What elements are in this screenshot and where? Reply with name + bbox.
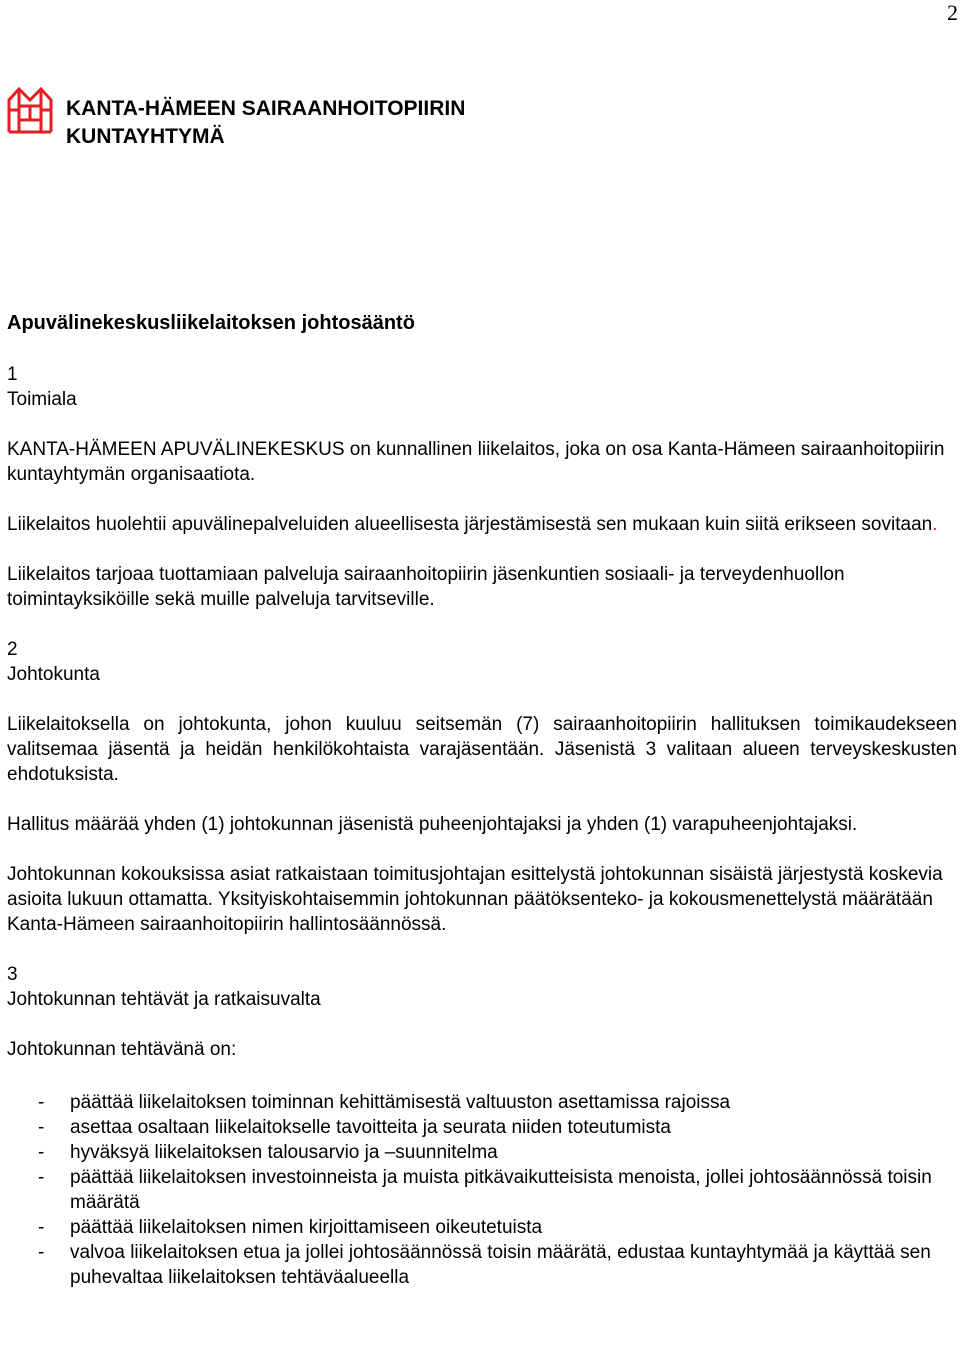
list-item-text: asettaa osaltaan liikelaitokselle tavoitteita ja seurata niiden toteutumista (70, 1117, 671, 1138)
paragraph: Liikelaitos tarjoaa tuottamiaan palveluja sairaanhoitopiirin jäsenkuntien sosiaali- ja terveydenhuollon toimintayksiköille sekä muille palveluja tarvitseville. (7, 564, 845, 610)
section-number: 2 (7, 639, 18, 660)
list-item (7, 1165, 957, 1215)
section-title: Johtokunta (7, 664, 100, 685)
list-item-text: päättää liikelaitoksen nimen kirjoittamiseen oikeutetuista (70, 1217, 543, 1238)
hospital-district-logo-icon (7, 86, 53, 134)
section-1 (7, 362, 957, 612)
organization-name-line1: KANTA-HÄMEEN SAIRAANHOITOPIIRIN (66, 97, 466, 120)
page-number: 2 (947, 0, 958, 25)
section-intro: Johtokunnan tehtävänä on: (7, 1039, 237, 1060)
dash-bullet: - (38, 1117, 45, 1138)
list-item-text: päättää liikelaitoksen investoinneista ja muista pitkävaikutteisista menoista, jollei johtosäännössä toisin määrätä (70, 1167, 932, 1213)
red-period-mark: . (932, 514, 938, 535)
list-item-text: valvoa liikelaitoksen etua ja jollei johtosäännössä toisin määrätä, edustaa kuntayhtymää ja käyttää sen puhevaltaa liikelaitoksen tehtäväalueella (70, 1242, 931, 1288)
paragraph: Johtokunnan kokouksissa asiat ratkaistaan toimitusjohtajan esittelystä johtokunnan sisäistä järjestystä koskevia asioita lukuun ottamatta. Yksityiskohtaisemmin johtokunnan päätöksenteko- ja kokousmenettelystä määrätään Kanta-Hämeen sairaanhoitopiirin hallintosäännössä. (7, 864, 943, 935)
section-number: 1 (7, 364, 18, 385)
duties-list (7, 1090, 957, 1290)
section-number: 3 (7, 964, 18, 985)
list-item (7, 1215, 957, 1240)
organization-name-line2: KUNTAYHTYMÄ (66, 125, 225, 148)
document-body (7, 309, 957, 1290)
list-item (7, 1240, 957, 1290)
paragraph: Hallitus määrää yhden (1) johtokunnan jäsenistä puheenjohtajaksi ja yhden (1) varapuheenjohtajaksi. (7, 814, 858, 835)
paragraph: KANTA-HÄMEEN APUVÄLINEKESKUS on kunnallinen liikelaitos, joka on osa Kanta-Hämeen sairaanhoitopiirin kuntayhtymän organisaatiota. (7, 439, 945, 485)
paragraph: Liikelaitoksella on johtokunta, johon kuuluu seitsemän (7) sairaanhoitopiirin hallituksen toimikaudekseen valitsemaa jäsentä ja heidän henkilökohtaista varajäsentään. Jäsenistä 3 valitaan alueen terveyskeskusten ehdotuksista. (7, 714, 957, 785)
dash-bullet: - (38, 1142, 45, 1163)
section-title: Toimiala (7, 389, 77, 410)
paragraph (7, 512, 957, 537)
dash-bullet: - (38, 1092, 45, 1113)
section-title: Johtokunnan tehtävät ja ratkaisuvalta (7, 989, 321, 1010)
list-item (7, 1090, 957, 1115)
dash-bullet: - (38, 1167, 45, 1188)
paragraph-text: Liikelaitos huolehtii apuvälinepalveluiden alueellisesta järjestämisestä sen mukaan kuin siitä erikseen sovitaan (7, 514, 933, 535)
dash-bullet: - (38, 1242, 45, 1263)
list-item-text: päättää liikelaitoksen toiminnan kehittämisestä valtuuston asettamissa rajoissa (70, 1092, 731, 1113)
list-item-text: hyväksyä liikelaitoksen talousarvio ja –suunnitelma (70, 1142, 498, 1163)
list-item (7, 1115, 957, 1140)
organization-name (66, 95, 465, 151)
list-item (7, 1140, 957, 1165)
section-3 (7, 962, 957, 1290)
section-2 (7, 637, 957, 937)
document-title: Apuvälinekeskusliikelaitoksen johtosääntö (7, 312, 415, 334)
dash-bullet: - (38, 1217, 45, 1238)
